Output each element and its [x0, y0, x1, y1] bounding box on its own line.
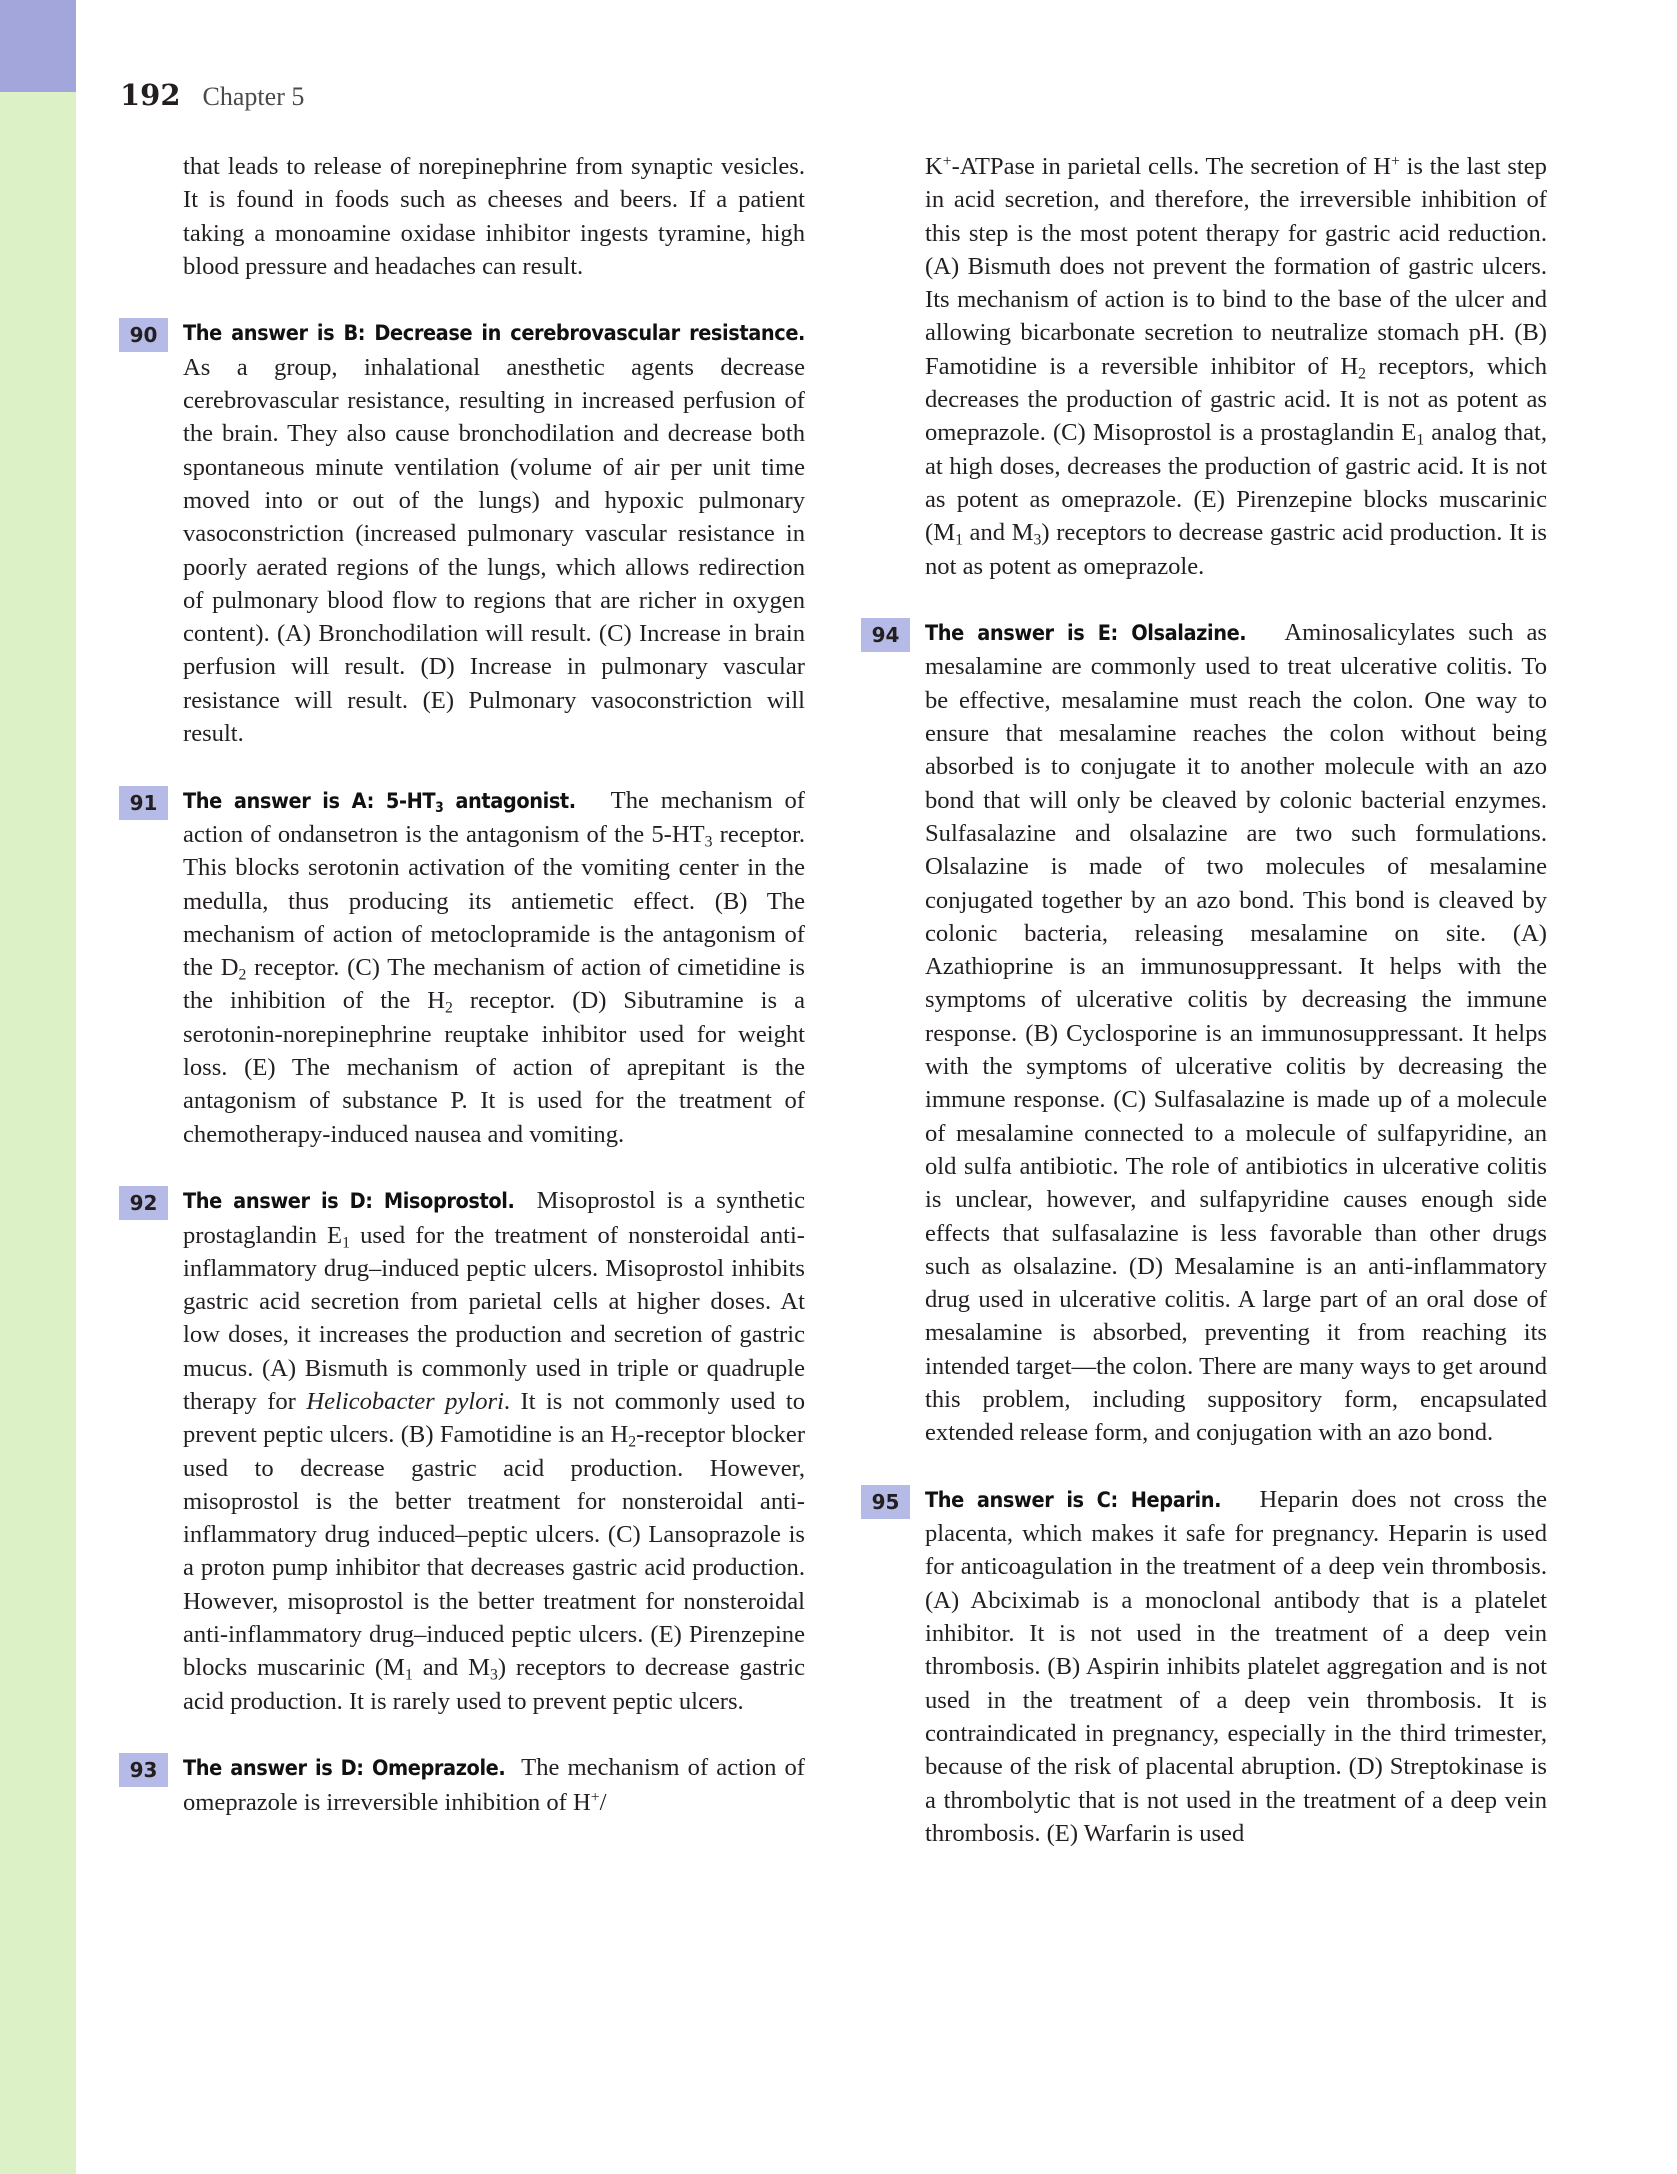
question-number-badge: 94	[861, 618, 910, 652]
question-number-badge: 91	[119, 786, 168, 820]
answer-body: The mechanism of action of ondansetron is the antagonism of the $5-HT_3$ receptor. This blocks serotonin activation of the vomiting center in the medulla, thus producing its antiemetic effect. (B) The mechanism of action of metoclopramide is the antagonism of the $D_2$ receptor. (C) The mechanism of action of cimetidine is the inhibition of the $H_2$ receptor. (D) Sibutramine is a serotonin-norepinephrine reuptake inhibitor used for weight loss. (E) The mechanism of action of aprepitant is the antagonism of substance P. It is used for the treatment of chemotherapy-induced nausea and vomiting.	[183, 786, 805, 1148]
question-number-badge: 95	[861, 1485, 910, 1519]
answer-text	[925, 1483, 1547, 1850]
answer-lead: The answer is A: $5-HT_3$ antagonist.	[183, 788, 576, 816]
answer-text	[925, 616, 1547, 1449]
answer-95	[871, 1483, 1547, 1850]
answer-94	[871, 616, 1548, 1449]
left-column	[129, 150, 806, 1819]
answer-body: The mechanism of action of omeprazole is irreversible inhibition of H+/	[183, 1754, 805, 1816]
page-number: 192	[120, 78, 181, 112]
answer-91	[129, 784, 805, 1151]
answer-lead: The answer is B: Decrease in cerebrovascular resistance.	[183, 321, 805, 347]
chapter-tab	[0, 0, 76, 92]
answer-93	[129, 1751, 805, 1819]
right-column	[871, 150, 1548, 1850]
answer-text	[183, 784, 805, 1151]
answer-90	[129, 316, 805, 750]
margin-color-strip	[0, 0, 76, 2174]
answer-lead: The answer is E: Olsalazine.	[925, 621, 1247, 647]
answer-text	[183, 1184, 805, 1718]
answer-text	[183, 1751, 805, 1819]
answer-lead: The answer is D: Misoprostol.	[183, 1189, 515, 1215]
answer-93-continued: K+-ATPase in parietal cells. The secretion of H+ is the last step in acid secretion, and therefore, the irreversible inhibition of this step is the most potent therapy for gastric acid reduction. (A) Bismuth does not prevent the formation of gastric ulcers. Its mechanism of action is to bind to the base of the ulcer and allowing bicarbonate secretion to neutralize stomach pH. (B) Famotidine is a reversible inhibitor of $H_2$ receptors, which decreases the production of gastric acid. It is not as potent as omeprazole. (C) Misoprostol is a prostaglandin $E_1$ analog that, at high doses, decreases the production of gastric acid. It is not as potent as omeprazole. (E) Pirenzepine blocks muscarinic ($M_1$ and $M_3$) receptors to decrease gastric acid production. It is not as potent as omeprazole.	[925, 153, 1547, 580]
answer-body: Misoprostol is a synthetic prostaglandin $E_1$ used for the treatment of nonsteroidal anti-inflammatory drug–induced peptic ulcers. Misoprostol inhibits gastric acid secretion from parietal cells at higher doses. At low doses, it increases the production and secretion of gastric mucus. (A) Bismuth is commonly used in triple or quadruple therapy for Helicobacter pylori. It is not commonly used to prevent peptic ulcers. (B) Famotidine is an $H_2$-receptor blocker used to decrease gastric acid production. However, misoprostol is the better treatment for nonsteroidal anti-inflammatory drug induced–peptic ulcers. (C) Lansoprazole is a proton pump inhibitor that decreases gastric acid production. However, misoprostol is the better treatment for nonsteroidal anti-inflammatory drug–induced peptic ulcers. (E) Pirenzepine blocks muscarinic ($M_1$ and $M_3$) receptors to decrease gastric acid production. It is rarely used to prevent peptic ulcers.	[183, 1187, 806, 1715]
answer-lead: The answer is D: Omeprazole.	[183, 1756, 506, 1782]
answer-lead: The answer is C: Heparin.	[925, 1487, 1222, 1513]
chapter-label: Chapter 5	[202, 82, 305, 111]
continued-paragraph: that leads to release of norepinephrine from synaptic vesicles. It is found in foods such as cheeses and beers. If a patient taking a monoamine oxidase inhibitor ingests tyramine, high blood pressure and headaches can result.	[183, 153, 805, 280]
answer-text	[183, 316, 805, 750]
answer-body: As a group, inhalational anesthetic agents decrease cerebrovascular resistance, resulting in increased perfusion of the brain. They also cause bronchodilation and decrease both spontaneous minute ventilation (volume of air per unit time moved into or out of the lungs) and hypoxic pulmonary vasoconstriction (increased pulmonary vascular resistance in poorly aerated regions of the lungs, which allows redirection of pulmonary blood flow to regions that are richer in oxygen content). (A) Bronchodilation will result. (C) Increase in brain perfusion will result. (D) Increase in pulmonary vascular resistance will result. (E) Pulmonary vasoconstriction will result.	[183, 353, 805, 748]
page-header	[120, 78, 304, 128]
answer-body: Aminosalicylates such as mesalamine are commonly used to treat ulcerative colitis. To be effective, mesalamine must reach the colon. One way to ensure that mesalamine reaches the colon without being absorbed is to conjugate it to another molecule with an azo bond that will only be cleaved by colonic bacterial enzymes. Sulfasalazine and olsalazine are two such formulations. Olsalazine is made of two molecules of mesalamine conjugated together by an azo bond. This bond is cleaved by colonic bacteria, releasing mesalamine on site. (A) Azathioprine is an immunosuppressant. It helps with the symptoms of ulcerative colitis by decreasing the immune response. (B) Cyclosporine is an immunosuppressant. It helps with the symptoms of ulcerative colitis by decreasing the immune response. (C) Sulfasalazine is made up of a molecule of mesalamine connected to a molecule of sulfapyridine, an old sulfa antibiotic. The role of antibiotics in ulcerative colitis is unclear, however, and sulfapyridine causes enough side effects that sulfasalazine is less favorable than other drugs such as olsalazine. (D) Mesalamine is an anti-inflammatory drug used in ulcerative colitis. A large part of an oral dose of mesalamine is absorbed, preventing it from reaching its intended target—the colon. There are many ways to get around this problem, including suppository form, encapsulated extended release form, and conjugation with an azo bond.	[925, 619, 1548, 1447]
answer-body: Heparin does not cross the placenta, which makes it safe for pregnancy. Heparin is used for anticoagulation in the treatment of a deep vein thrombosis. (A) Abciximab is a monoclonal antibody that is a platelet inhibitor. It is not used in the treatment of a deep vein thrombosis. (B) Aspirin inhibits platelet aggregation and is not used in the treatment of a deep vein thrombosis. It is contraindicated in pregnancy, especially in the third trimester, because of the risk of placental abruption. (D) Streptokinase is a thrombolytic that is not used in the treatment of a deep vein thrombosis. (E) Warfarin is used	[925, 1485, 1547, 1847]
question-number-badge: 93	[119, 1753, 168, 1787]
question-number-badge: 92	[119, 1186, 168, 1220]
question-number-badge: 90	[119, 318, 168, 352]
answer-92	[129, 1184, 806, 1718]
